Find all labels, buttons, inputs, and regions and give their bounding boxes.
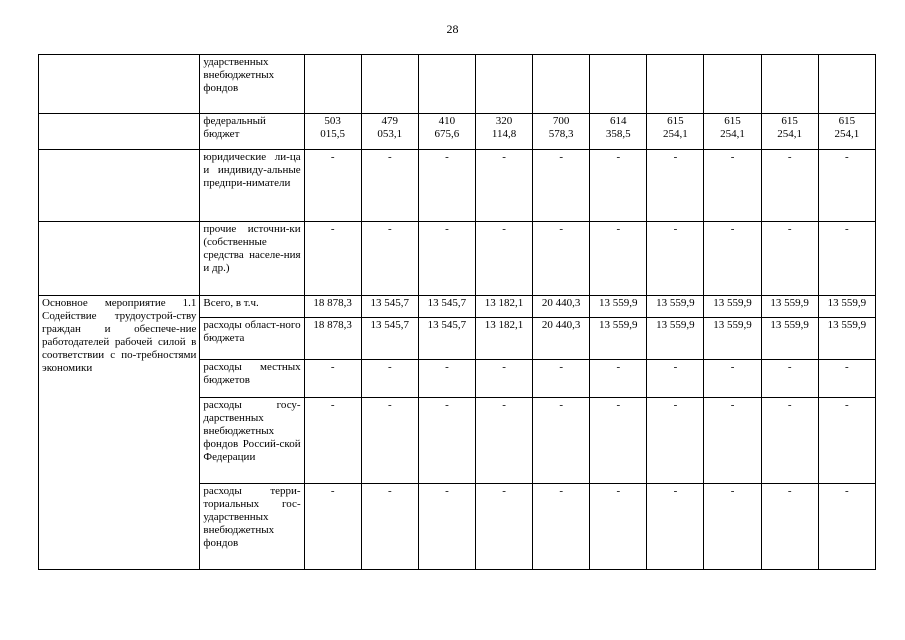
value-cell bbox=[818, 318, 875, 360]
value-cell bbox=[590, 150, 647, 222]
value-cell bbox=[704, 150, 761, 222]
value-line: - bbox=[502, 485, 506, 497]
value-cell bbox=[475, 360, 532, 398]
value-cell bbox=[304, 398, 361, 484]
value-line: 18 878,3 bbox=[313, 319, 352, 331]
measure-cell: Основное мероприятие 1.1 Содействие трудоустрой-ству граждан и обеспече-ние работодателей рабочей силой в соответствии с по-требностями экономики bbox=[39, 296, 200, 570]
funding-source-cell: расходы терри-ториальных гос-ударственных внебюджетных фондов bbox=[200, 484, 304, 570]
value-line: - bbox=[730, 223, 735, 235]
value-line: - bbox=[559, 361, 563, 373]
value-line: 13 559,9 bbox=[599, 319, 638, 331]
value-cell bbox=[761, 150, 818, 222]
value-line: - bbox=[616, 399, 621, 411]
value-cell bbox=[361, 398, 418, 484]
value-cell bbox=[304, 55, 361, 114]
value-cell bbox=[818, 296, 875, 318]
value-cell bbox=[818, 360, 875, 398]
value-cell bbox=[475, 318, 532, 360]
value-line: 675,6 bbox=[434, 128, 460, 140]
value-cell bbox=[590, 222, 647, 296]
table-row bbox=[39, 114, 876, 150]
value-cell bbox=[647, 318, 704, 360]
value-cell bbox=[704, 360, 761, 398]
value-cell bbox=[304, 296, 361, 318]
value-cell bbox=[818, 484, 875, 570]
value-line: - bbox=[502, 361, 506, 373]
value-line: 13 545,7 bbox=[427, 319, 467, 331]
value-line: 615 bbox=[781, 115, 798, 127]
funding-source-cell: расходы местных бюджетов bbox=[200, 360, 304, 398]
value-line: - bbox=[387, 485, 392, 497]
table-row bbox=[39, 150, 876, 222]
value-cell bbox=[590, 296, 647, 318]
value-line: - bbox=[387, 151, 392, 163]
value-cell bbox=[590, 55, 647, 114]
value-line: - bbox=[845, 485, 849, 497]
value-line: 254,1 bbox=[834, 128, 860, 140]
value-cell bbox=[704, 222, 761, 296]
value-line: 578,3 bbox=[548, 128, 574, 140]
value-line: - bbox=[845, 361, 849, 373]
page-number: 28 bbox=[446, 22, 459, 36]
value-cell bbox=[361, 55, 418, 114]
value-line: 254,1 bbox=[777, 128, 803, 140]
value-cell bbox=[533, 150, 590, 222]
value-cell bbox=[704, 318, 761, 360]
value-cell bbox=[533, 296, 590, 318]
value-cell bbox=[475, 55, 532, 114]
funding-source-cell: федеральный бюджет bbox=[200, 114, 304, 150]
value-line: 700 bbox=[552, 115, 570, 127]
value-line: - bbox=[387, 361, 392, 373]
value-line: 479 bbox=[381, 115, 399, 127]
value-cell bbox=[590, 398, 647, 484]
value-line: - bbox=[559, 151, 563, 163]
value-cell bbox=[704, 114, 761, 150]
value-line: 13 182,1 bbox=[484, 297, 524, 309]
budget-table bbox=[38, 54, 876, 570]
value-line: - bbox=[787, 361, 792, 373]
value-line: - bbox=[502, 399, 506, 411]
value-cell bbox=[761, 484, 818, 570]
value-line: - bbox=[673, 485, 678, 497]
value-line: 13 559,9 bbox=[713, 297, 752, 309]
funding-source-cell: расходы госу-дарственных внебюджетных фондов Россий-ской Федерации bbox=[200, 398, 304, 484]
funding-source-cell: прочие источни-ки (собственные средства населе-ния и др.) bbox=[200, 222, 304, 296]
value-cell bbox=[475, 114, 532, 150]
value-line: - bbox=[330, 399, 335, 411]
value-cell bbox=[361, 114, 418, 150]
value-line: 20 440,3 bbox=[541, 319, 581, 331]
value-cell bbox=[475, 222, 532, 296]
value-line: 614 bbox=[610, 115, 627, 127]
value-line: - bbox=[445, 485, 449, 497]
value-cell bbox=[704, 398, 761, 484]
value-line: 320 bbox=[495, 115, 513, 127]
value-cell bbox=[304, 484, 361, 570]
measure-cell bbox=[39, 114, 200, 150]
value-cell bbox=[475, 484, 532, 570]
value-line: - bbox=[559, 223, 563, 235]
value-cell bbox=[475, 296, 532, 318]
value-line: - bbox=[787, 485, 792, 497]
value-line: - bbox=[673, 361, 678, 373]
value-line: - bbox=[673, 399, 678, 411]
value-line: - bbox=[730, 361, 735, 373]
value-line: - bbox=[673, 223, 678, 235]
value-line: 13 559,9 bbox=[827, 319, 867, 331]
value-cell bbox=[590, 360, 647, 398]
value-cell bbox=[533, 360, 590, 398]
value-cell bbox=[418, 398, 475, 484]
value-cell bbox=[418, 55, 475, 114]
value-line: - bbox=[502, 223, 506, 235]
value-line: - bbox=[616, 223, 621, 235]
value-cell bbox=[818, 55, 875, 114]
value-line: 615 bbox=[838, 115, 856, 127]
value-line: 13 545,7 bbox=[370, 319, 410, 331]
measure-cell bbox=[39, 55, 200, 114]
value-line: 254,1 bbox=[720, 128, 745, 140]
value-line: - bbox=[616, 485, 621, 497]
value-line: 358,5 bbox=[605, 128, 631, 140]
value-cell bbox=[761, 318, 818, 360]
table-row bbox=[39, 55, 876, 114]
value-cell bbox=[475, 398, 532, 484]
value-line: 13 559,9 bbox=[770, 319, 809, 331]
value-cell bbox=[647, 360, 704, 398]
value-line: 13 559,9 bbox=[656, 297, 695, 309]
funding-source-cell: Всего, в т.ч. bbox=[200, 296, 304, 318]
value-line: - bbox=[445, 151, 449, 163]
value-line: - bbox=[787, 151, 792, 163]
value-cell bbox=[533, 484, 590, 570]
value-cell bbox=[761, 360, 818, 398]
value-line: - bbox=[330, 223, 335, 235]
value-line: 254,1 bbox=[663, 128, 688, 140]
value-cell bbox=[418, 222, 475, 296]
value-line: 13 545,7 bbox=[427, 297, 467, 309]
value-cell bbox=[533, 55, 590, 114]
value-cell bbox=[533, 114, 590, 150]
table-body bbox=[39, 55, 876, 570]
value-cell bbox=[704, 484, 761, 570]
value-line: 615 bbox=[667, 115, 684, 127]
value-cell bbox=[533, 398, 590, 484]
funding-source-cell: расходы област-ного бюджета bbox=[200, 318, 304, 360]
value-cell bbox=[590, 318, 647, 360]
value-cell bbox=[418, 318, 475, 360]
value-line: 114,8 bbox=[491, 128, 517, 140]
value-line: - bbox=[559, 485, 563, 497]
value-cell bbox=[818, 222, 875, 296]
value-line: 18 878,3 bbox=[313, 297, 352, 309]
value-cell bbox=[361, 296, 418, 318]
value-line: 20 440,3 bbox=[541, 297, 581, 309]
value-line: - bbox=[559, 399, 563, 411]
measure-cell bbox=[39, 222, 200, 296]
value-cell bbox=[304, 150, 361, 222]
value-cell bbox=[361, 150, 418, 222]
value-cell bbox=[418, 150, 475, 222]
value-cell bbox=[704, 55, 761, 114]
value-line: - bbox=[502, 151, 506, 163]
value-line: - bbox=[616, 151, 621, 163]
value-line: - bbox=[730, 485, 735, 497]
value-line: - bbox=[787, 223, 792, 235]
value-line: 410 bbox=[438, 115, 456, 127]
value-cell bbox=[647, 55, 704, 114]
value-line: 13 559,9 bbox=[713, 319, 752, 331]
value-cell bbox=[361, 484, 418, 570]
value-line: 503 bbox=[324, 115, 341, 127]
value-cell bbox=[361, 360, 418, 398]
value-line: - bbox=[445, 223, 449, 235]
value-cell bbox=[590, 114, 647, 150]
value-line: - bbox=[845, 399, 849, 411]
value-line: - bbox=[673, 151, 678, 163]
value-line: 13 559,9 bbox=[770, 297, 809, 309]
value-line: - bbox=[787, 399, 792, 411]
value-line: - bbox=[445, 361, 449, 373]
value-cell bbox=[475, 150, 532, 222]
value-line: 615 bbox=[724, 115, 741, 127]
value-cell bbox=[418, 484, 475, 570]
value-line: 13 559,9 bbox=[827, 297, 867, 309]
value-line: 13 545,7 bbox=[370, 297, 410, 309]
table-row bbox=[39, 296, 876, 318]
value-cell bbox=[818, 398, 875, 484]
value-cell bbox=[533, 222, 590, 296]
value-cell bbox=[647, 398, 704, 484]
funding-source-cell: ударственных внебюджетных фондов bbox=[200, 55, 304, 114]
measure-cell bbox=[39, 150, 200, 222]
value-line: - bbox=[730, 151, 735, 163]
value-line: - bbox=[387, 399, 392, 411]
value-cell bbox=[418, 360, 475, 398]
table-row bbox=[39, 222, 876, 296]
value-cell bbox=[533, 318, 590, 360]
value-line: 13 182,1 bbox=[484, 319, 524, 331]
value-cell bbox=[647, 296, 704, 318]
value-line: - bbox=[845, 151, 849, 163]
value-line: - bbox=[445, 399, 449, 411]
value-cell bbox=[647, 114, 704, 150]
value-cell bbox=[818, 114, 875, 150]
value-line: - bbox=[330, 485, 335, 497]
value-cell bbox=[304, 222, 361, 296]
value-line: - bbox=[330, 361, 335, 373]
value-cell bbox=[304, 360, 361, 398]
value-line: 13 559,9 bbox=[656, 319, 695, 331]
value-cell bbox=[361, 318, 418, 360]
value-line: - bbox=[616, 361, 621, 373]
value-cell bbox=[761, 398, 818, 484]
value-cell bbox=[647, 222, 704, 296]
value-cell bbox=[761, 222, 818, 296]
value-cell bbox=[761, 296, 818, 318]
value-cell bbox=[704, 296, 761, 318]
value-cell bbox=[418, 114, 475, 150]
value-line: 015,5 bbox=[320, 128, 346, 140]
value-cell bbox=[304, 318, 361, 360]
value-cell bbox=[418, 296, 475, 318]
value-line: 13 559,9 bbox=[599, 297, 638, 309]
value-line: - bbox=[845, 223, 849, 235]
value-cell bbox=[361, 222, 418, 296]
value-cell bbox=[647, 150, 704, 222]
value-line: - bbox=[387, 223, 392, 235]
funding-source-cell: юридические ли-ца и индивиду-альные предпри-ниматели bbox=[200, 150, 304, 222]
value-cell bbox=[304, 114, 361, 150]
value-cell bbox=[761, 114, 818, 150]
value-cell bbox=[647, 484, 704, 570]
value-cell bbox=[590, 484, 647, 570]
value-line: - bbox=[730, 399, 735, 411]
value-cell bbox=[761, 55, 818, 114]
value-line: - bbox=[330, 151, 335, 163]
value-line: 053,1 bbox=[377, 128, 403, 140]
value-cell bbox=[818, 150, 875, 222]
